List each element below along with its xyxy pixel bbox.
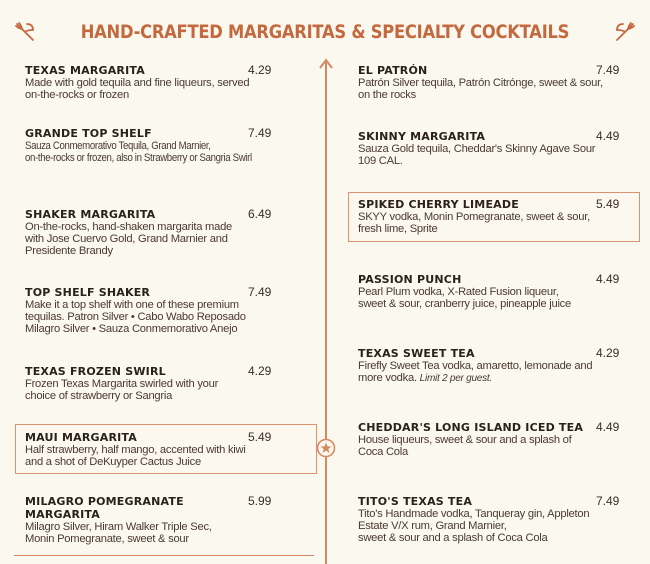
arrow-up-icon bbox=[318, 56, 334, 74]
menu-item bbox=[25, 127, 275, 164]
menu-item bbox=[358, 273, 628, 310]
item-description: Pearl Plum vodka, X-Rated Fusion liqueur, sweet & sour, cranberry juice, pineapple juice bbox=[358, 286, 571, 310]
menu-item bbox=[358, 347, 628, 384]
menu-item bbox=[25, 495, 275, 545]
menu-item bbox=[358, 421, 628, 458]
item-description: Firefly Sweet Tea vodka, amaretto, lemonade and more vodka. Limit 2 per guest. bbox=[358, 360, 593, 384]
item-name: MAUI MARGARITA bbox=[25, 431, 137, 444]
item-description: Sauza Gold tequila, Cheddar's Skinny Agave Sour 109 CAL. bbox=[358, 143, 596, 167]
menu-item bbox=[25, 365, 275, 402]
menu-item-featured bbox=[25, 431, 275, 468]
item-name: EL PATRÓN bbox=[358, 64, 428, 77]
item-price: 7.49 bbox=[596, 494, 620, 508]
item-name: SPIKED CHERRY LIMEADE bbox=[358, 198, 519, 211]
item-description: Made with gold tequila and fine liqueurs, served on-the-rocks or frozen bbox=[25, 77, 250, 101]
item-description: Sauza Conmemorativo Tequila, Grand Marnier, on-the-rocks or frozen, also in Strawberry or Sangria Swirl bbox=[25, 140, 252, 164]
item-name: TITO'S TEXAS TEA bbox=[358, 495, 473, 508]
item-price: 5.99 bbox=[248, 494, 272, 508]
item-description: Tito's Handmade vodka, Tanqueray gin, Appleton Estate V/X rum, Grand Marnier, sweet & sour and a splash of Coca Cola bbox=[358, 508, 590, 544]
menu-item bbox=[358, 130, 628, 167]
item-description: Milagro Silver, Hiram Walker Triple Sec, Monin Pomegranate, sweet & sour bbox=[25, 521, 212, 545]
star-icon bbox=[316, 438, 336, 458]
item-note: Limit 2 per guest. bbox=[419, 373, 492, 384]
menu-header bbox=[0, 14, 650, 50]
item-description: SKYY vodka, Monin Pomegranate, sweet & sour, fresh lime, Sprite bbox=[358, 211, 590, 235]
menu-item bbox=[358, 495, 628, 544]
menu-item-featured bbox=[358, 198, 628, 235]
page-title: HAND-CRAFTED MARGARITAS & SPECIALTY COCKTAILS bbox=[80, 21, 570, 43]
item-description: Make it a top shelf with one of these premium tequilas. Patron Silver • Cabo Wabo Reposado Milagro Silver • Sauza Conmemorativo Anejo bbox=[25, 299, 246, 335]
item-name: TEXAS SWEET TEA bbox=[358, 347, 475, 360]
item-price: 6.49 bbox=[248, 207, 272, 221]
item-price: 4.49 bbox=[596, 272, 620, 286]
item-price: 5.49 bbox=[248, 430, 272, 444]
item-description: House liqueurs, sweet & sour and a splash of Coca Cola bbox=[358, 434, 572, 458]
menu-item bbox=[25, 286, 275, 335]
item-name: SHAKER MARGARITA bbox=[25, 208, 156, 221]
fork-knife-ornament-icon bbox=[613, 20, 637, 44]
item-price: 7.49 bbox=[596, 63, 620, 77]
item-price: 7.49 bbox=[248, 126, 272, 140]
fork-knife-ornament-icon bbox=[13, 20, 37, 44]
item-price: 4.49 bbox=[596, 129, 620, 143]
column-divider bbox=[325, 60, 327, 564]
item-name: CHEDDAR'S LONG ISLAND ICED TEA bbox=[358, 421, 584, 434]
item-price: 5.49 bbox=[596, 197, 620, 211]
item-description: Patrón Silver tequila, Patrón Citrónge, sweet & sour, on the rocks bbox=[358, 77, 603, 101]
item-price: 7.49 bbox=[248, 285, 272, 299]
item-description: On-the-rocks, hand-shaken margarita made with Jose Cuervo Gold, Grand Marnier and Presidente Brandy bbox=[25, 221, 233, 257]
item-name: PASSION PUNCH bbox=[358, 273, 462, 286]
item-name: TEXAS FROZEN SWIRL bbox=[25, 365, 166, 378]
item-price: 4.49 bbox=[596, 420, 620, 434]
item-name-line2: MARGARITA bbox=[25, 508, 100, 521]
item-name: SKINNY MARGARITA bbox=[358, 130, 486, 143]
item-name: TOP SHELF SHAKER bbox=[25, 286, 151, 299]
bottom-rule bbox=[14, 555, 314, 556]
item-description: Half strawberry, half mango, accented with kiwi and a shot of DeKuyper Cactus Juice bbox=[25, 444, 246, 468]
item-price: 4.29 bbox=[596, 346, 620, 360]
item-description: Frozen Texas Margarita swirled with your choice of strawberry or Sangria bbox=[25, 378, 219, 402]
item-name: TEXAS MARGARITA bbox=[25, 64, 145, 77]
menu-item bbox=[25, 208, 275, 257]
item-price: 4.29 bbox=[248, 364, 272, 378]
item-price: 4.29 bbox=[248, 63, 272, 77]
menu-item bbox=[358, 64, 628, 101]
item-name: GRANDE TOP SHELF bbox=[25, 127, 152, 140]
menu-item bbox=[25, 64, 275, 101]
item-name: MILAGRO POMEGRANATE bbox=[25, 495, 184, 508]
